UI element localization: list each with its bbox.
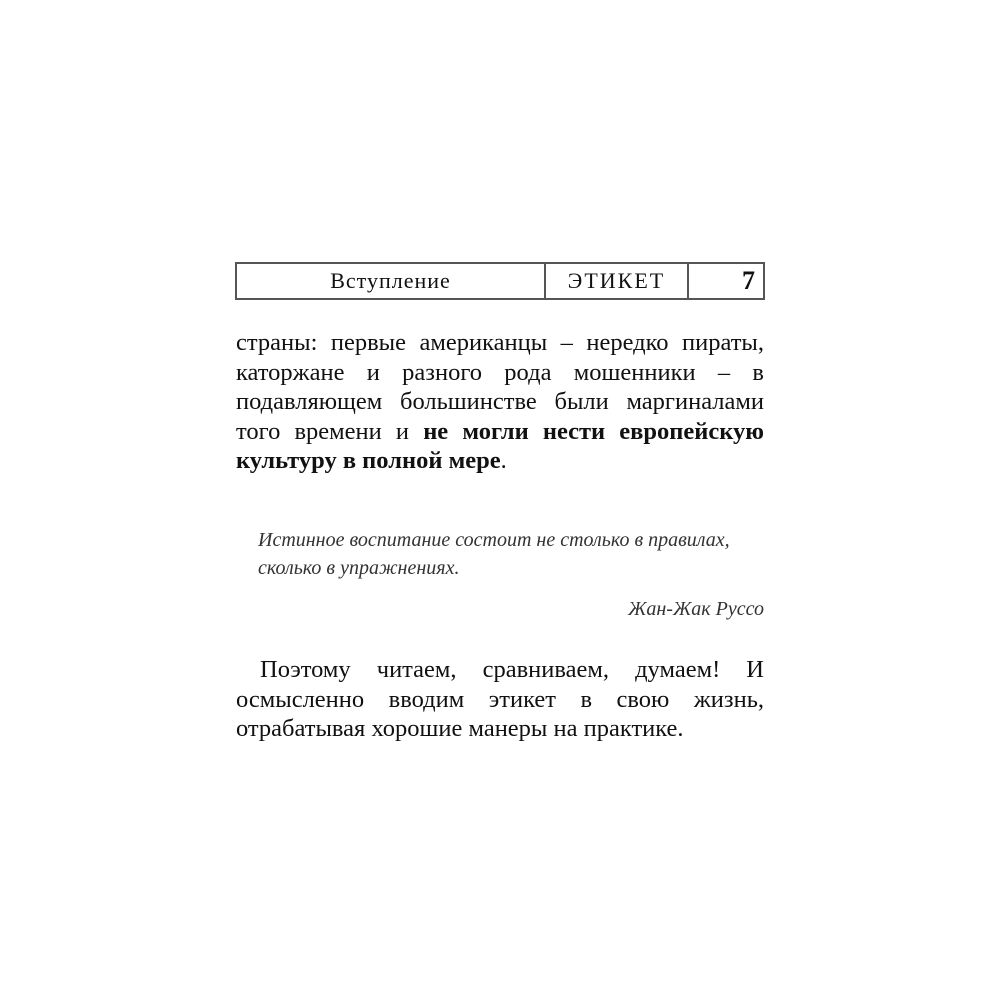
epigraph-quote: Истинное воспитание состоит не столько в правилах, сколько в упражнениях. — [258, 529, 730, 579]
paragraph-1-end: . — [500, 447, 507, 474]
paragraph-1-text: страны: первые американцы – нередко пираты, каторжане и разного рода мошенники – в подавляющем большинстве были маргиналами того времени и — [236, 329, 764, 445]
header-book-title: ЭТИКЕТ — [546, 264, 689, 298]
body-paragraph-1 — [236, 328, 764, 476]
page-number: 7 — [742, 266, 755, 295]
paragraph-1-bold-text: не могли нести европейскую культуру в полной мере — [236, 417, 764, 474]
running-header — [235, 262, 765, 300]
epigraph-author: Жан-Жак Руссо — [628, 598, 764, 620]
body-paragraph-2: Поэтому читаем, сравниваем, думаем! И осмысленно вводим этикет в свою жизнь, отрабатывая хорошие манеры на практике. — [236, 656, 764, 742]
header-section-title: Вступление — [237, 264, 546, 298]
